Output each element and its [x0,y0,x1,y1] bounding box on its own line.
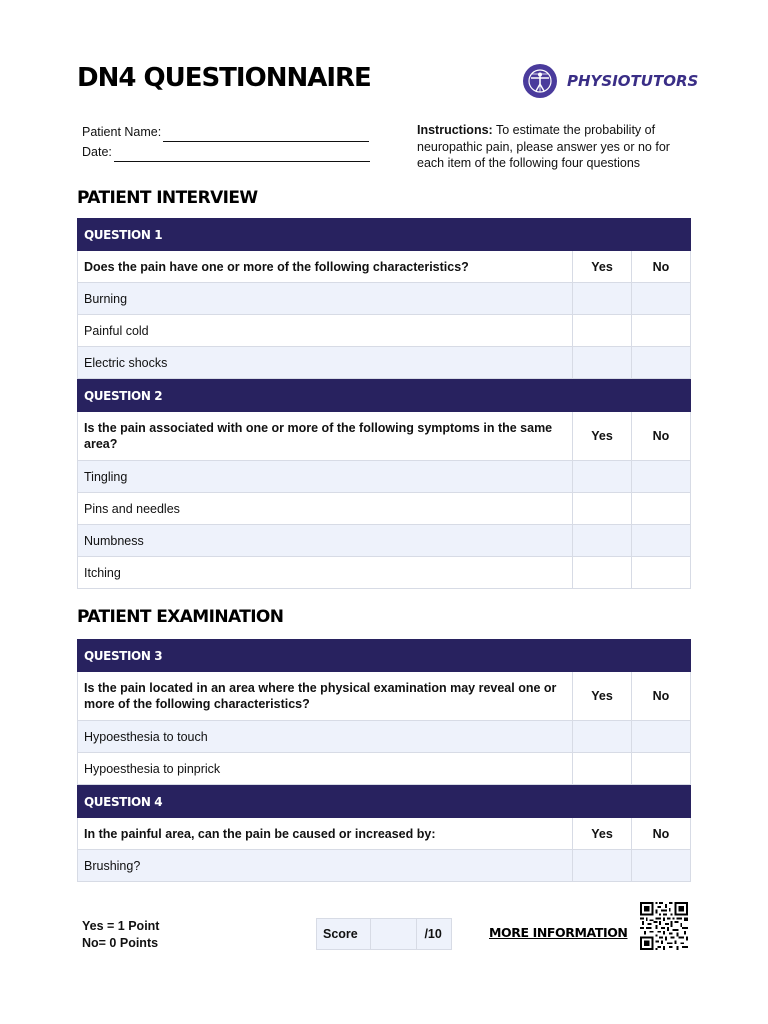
item-label: Pins and needles [84,501,180,516]
item-label: Tingling [84,469,128,484]
yes-checkbox[interactable] [572,753,631,784]
no-checkbox[interactable] [631,493,690,524]
table-row [77,315,691,347]
question-2-row [77,412,691,461]
table-row [77,461,691,493]
patient-info [82,122,370,162]
no-column-header: No [631,251,690,282]
yes-checkbox[interactable] [572,525,631,556]
no-checkbox[interactable] [631,461,690,492]
brand-logo[interactable] [523,64,698,98]
no-checkbox[interactable] [631,850,690,881]
table-row [77,493,691,525]
section-patient-interview: PATIENT INTERVIEW [77,188,258,208]
scoring-legend [82,918,159,952]
item-label: Painful cold [84,323,149,338]
item-label: Hypoesthesia to touch [84,729,208,744]
no-checkbox[interactable] [631,721,690,752]
item-label: Burning [84,291,128,306]
yes-column-header: Yes [572,672,631,720]
item-label: Itching [84,565,121,580]
brand-name: PHYSIOTUTORS [567,72,699,90]
yes-checkbox[interactable] [572,850,631,881]
score-label: Score [317,919,371,949]
question-2-text: Is the pain associated with one or more of the following symptoms in the same area? [84,421,553,451]
yes-column-header: Yes [572,251,631,282]
yes-column-header: Yes [572,412,631,460]
score-input[interactable] [371,919,417,949]
examination-table [77,639,691,882]
more-information-link[interactable]: MORE INFORMATION [489,925,628,940]
yes-column-header: Yes [572,818,631,849]
instructions-label: Instructions: [417,123,493,137]
table-row [77,721,691,753]
question-1-row [77,251,691,283]
no-column-header: No [631,412,690,460]
qr-code-icon[interactable] [639,902,689,950]
page-title: DN4 QUESTIONNAIRE [77,63,371,93]
question-4-text: In the painful area, can the pain be caused or increased by: [84,826,436,841]
score-total: /10 [424,927,442,941]
instructions-text: To estimate the probability of neuropathic pain, please answer yes or no for each item of the following four questions [417,123,670,170]
question-1-text: Does the pain have one or more of the following characteristics? [84,259,469,274]
yes-checkbox[interactable] [572,461,631,492]
yes-checkbox[interactable] [572,721,631,752]
legend-yes: Yes = 1 Point [82,919,160,933]
item-label: Brushing? [84,858,141,873]
question-1-header: QUESTION 1 [77,218,691,251]
no-checkbox[interactable] [631,283,690,314]
question-2-header: QUESTION 2 [77,379,691,412]
no-checkbox[interactable] [631,525,690,556]
no-checkbox[interactable] [631,557,690,588]
yes-checkbox[interactable] [572,557,631,588]
yes-checkbox[interactable] [572,283,631,314]
yes-checkbox[interactable] [572,315,631,346]
item-label: Hypoesthesia to pinprick [84,761,221,776]
score-box [316,918,452,950]
no-checkbox[interactable] [631,347,690,378]
item-label: Electric shocks [84,355,168,370]
no-column-header: No [631,672,690,720]
table-row [77,557,691,589]
question-4-row [77,818,691,850]
question-3-header: QUESTION 3 [77,639,691,672]
question-3-text: Is the pain located in an area where the physical examination may reveal one or more of the following characteristics? [84,681,557,711]
table-row [77,283,691,315]
vitruvian-man-icon [523,64,557,98]
table-row [77,753,691,785]
no-checkbox[interactable] [631,315,690,346]
question-4-header: QUESTION 4 [77,785,691,818]
patient-name-field[interactable] [163,128,369,142]
interview-table [77,218,691,589]
item-label: Numbness [84,533,144,548]
table-row [77,850,691,882]
patient-name-label: Patient Name: [82,125,162,139]
no-column-header: No [631,818,690,849]
table-row [77,347,691,379]
section-patient-examination: PATIENT EXAMINATION [77,607,284,627]
no-checkbox[interactable] [631,753,690,784]
legend-no: No= 0 Points [82,936,159,950]
table-row [77,525,691,557]
instructions [417,122,697,172]
date-field[interactable] [114,148,370,162]
date-label: Date: [82,145,112,159]
yes-checkbox[interactable] [572,347,631,378]
question-3-row [77,672,691,721]
yes-checkbox[interactable] [572,493,631,524]
